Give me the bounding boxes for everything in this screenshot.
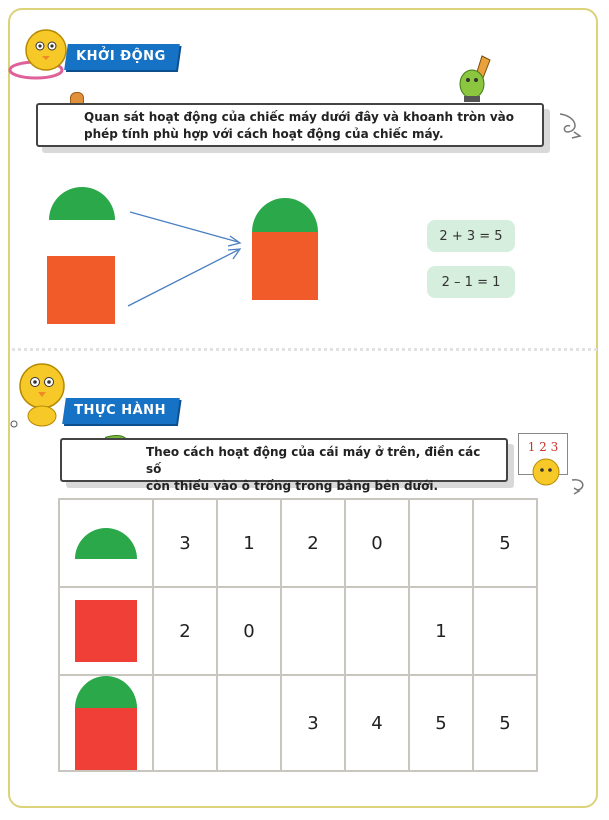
option-subtraction[interactable]: 2 – 1 = 1 [427, 266, 515, 298]
chick-hula-hoop-icon [6, 20, 76, 82]
option-addition[interactable]: 2 + 3 = 5 [427, 220, 515, 252]
instruction-line-2: phép tính phù hợp với cách hoạt động của chiếc máy. [84, 127, 444, 141]
curly-arrow-icon [556, 110, 586, 140]
table-cell[interactable]: 4 [345, 675, 409, 771]
table-cell[interactable]: 1 [409, 587, 473, 675]
instruction-line-1: Quan sát hoạt động của chiếc máy dưới đây và khoanh tròn vào [84, 110, 515, 124]
row-shape-dome [59, 499, 153, 587]
combined-square-bottom [252, 232, 318, 300]
practice-table [58, 498, 538, 772]
instruction-line-2: còn thiếu vào ô trống trong bảng bên dưới. [146, 479, 439, 493]
row-shape-combined [59, 675, 153, 771]
character-with-pencil-icon [450, 52, 505, 107]
instruction-banner-1 [36, 103, 544, 147]
red-square-shape [75, 600, 137, 662]
section-tag-warmup: KHỞI ĐỘNG [64, 44, 179, 70]
instruction-banner-2 [60, 438, 508, 493]
table-cell[interactable]: 2 [153, 587, 217, 675]
section-divider [12, 348, 597, 351]
table-cell[interactable]: 5 [473, 675, 537, 771]
table-cell[interactable] [473, 587, 537, 675]
table-cell[interactable]: 3 [281, 675, 345, 771]
number-calendar-icon: 1 2 3 [518, 433, 568, 475]
table-cell[interactable]: 2 [281, 499, 345, 587]
green-dome-shape [75, 528, 137, 559]
section-tag-practice: THỰC HÀNH [62, 398, 180, 424]
table-cell[interactable]: 3 [153, 499, 217, 587]
red-square-shape [75, 708, 137, 770]
row-shape-square [59, 587, 153, 675]
table-cell[interactable]: 5 [409, 675, 473, 771]
table-cell[interactable] [217, 675, 281, 771]
table-cell[interactable] [345, 587, 409, 675]
chick-reading-icon [528, 452, 594, 500]
table-cell[interactable] [153, 675, 217, 771]
table-row [59, 675, 537, 771]
table-row [59, 499, 537, 587]
table-cell[interactable]: 0 [217, 587, 281, 675]
table-cell[interactable] [281, 587, 345, 675]
table-cell[interactable] [409, 499, 473, 587]
table-cell[interactable]: 0 [345, 499, 409, 587]
table-cell[interactable]: 5 [473, 499, 537, 587]
green-dome-shape [75, 676, 137, 708]
orange-square-shape [47, 256, 115, 324]
table-cell[interactable]: 1 [217, 499, 281, 587]
instruction-line-1: Theo cách hoạt động của cái máy ở trên, điền các số [146, 445, 481, 476]
machine-arrows [120, 200, 250, 312]
table-row [59, 587, 537, 675]
